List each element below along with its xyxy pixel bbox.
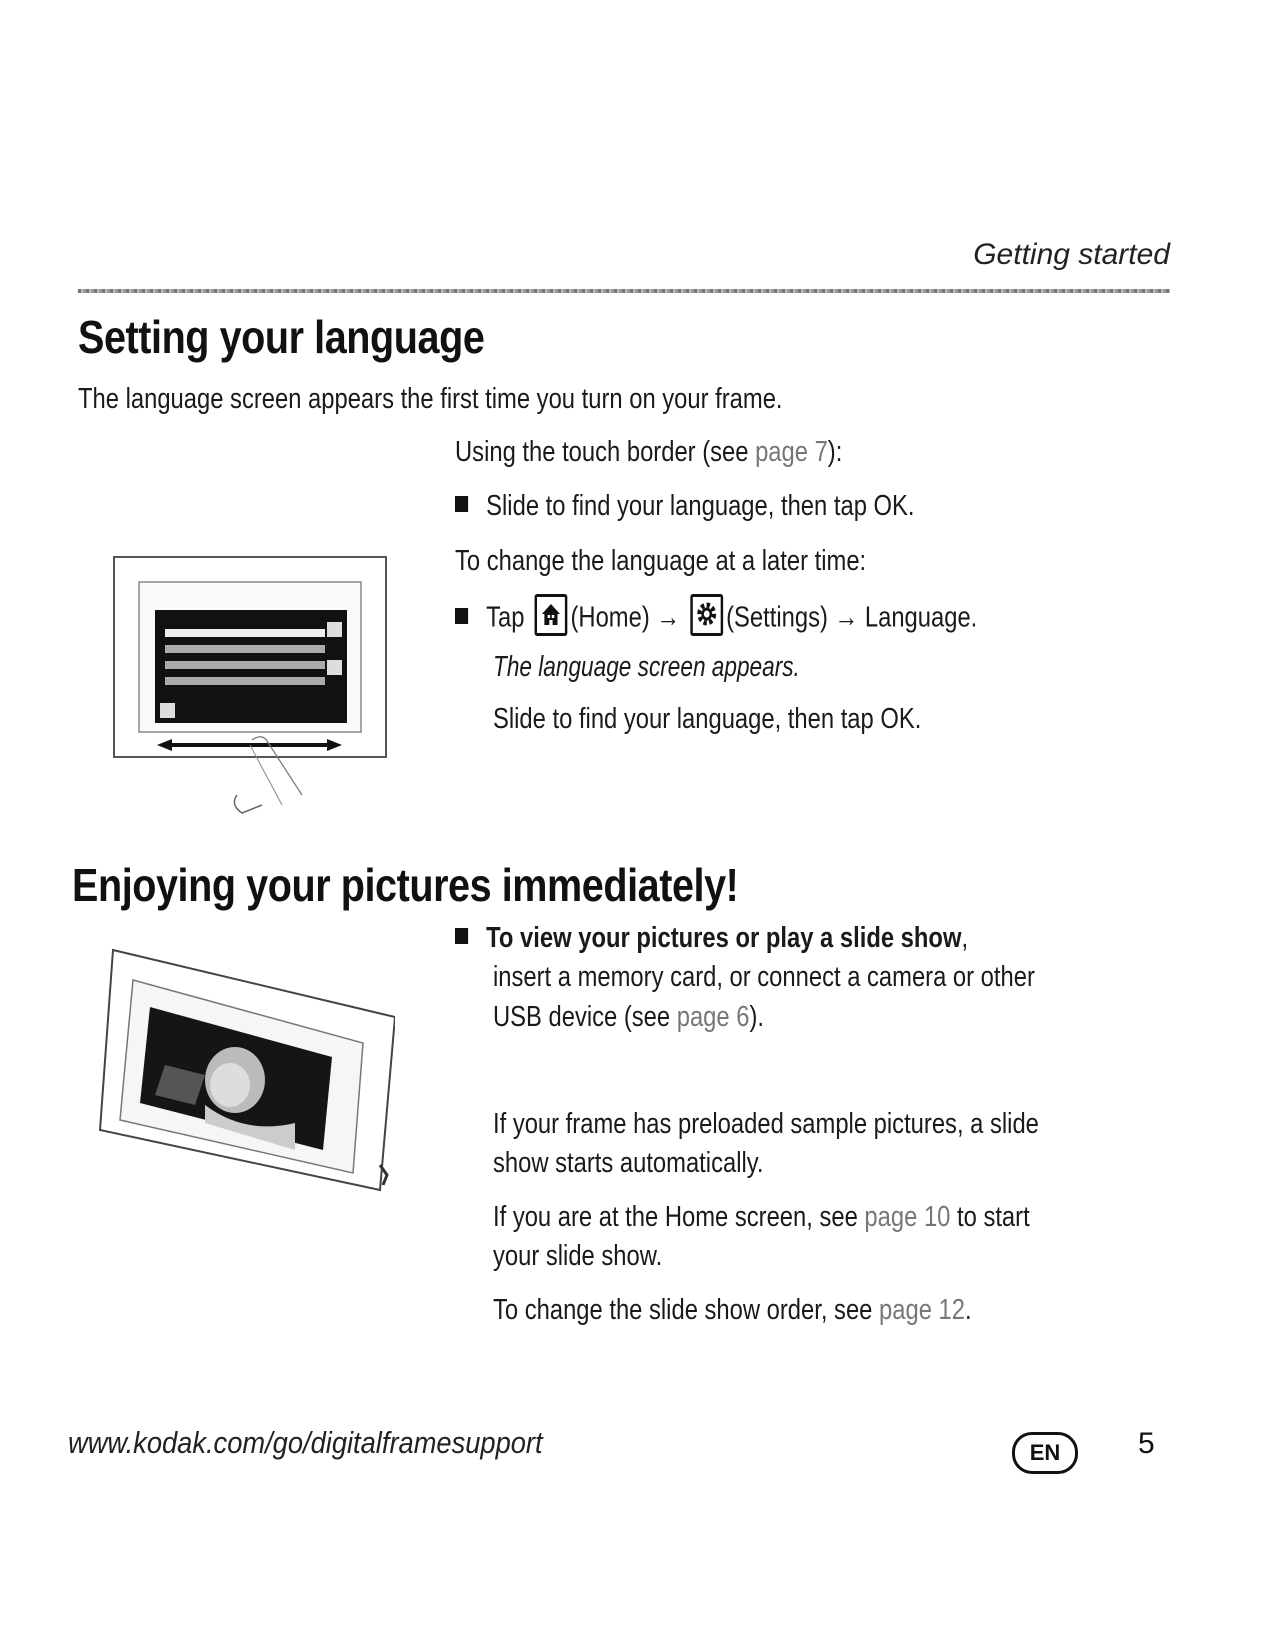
section-title-enjoying: Enjoying your pictures immediately! [72, 859, 739, 911]
bullet-line-2: insert a memory card, or connect a camera or other [493, 961, 1035, 993]
support-url-link[interactable]: www.kodak.com/go/digitalframesupport [68, 1425, 543, 1460]
result-text: The language screen appears. [493, 651, 800, 683]
language-badge: EN [1012, 1432, 1078, 1474]
intro-text: The language screen appears the first time you turn on your frame. [78, 383, 783, 415]
bullet-slide-find [455, 490, 914, 523]
bullet-icon [455, 928, 468, 944]
section-title-language: Setting your language [78, 311, 485, 363]
picture-frame-illustration [95, 945, 395, 1205]
para-home-line2: your slide show. [493, 1240, 663, 1272]
later-text: To change the language at a later time: [455, 545, 867, 577]
language-screen-illustration [112, 555, 387, 760]
bullet-icon [455, 496, 468, 512]
followup-text: Slide to find your language, then tap OK. [493, 703, 922, 735]
bullet-bold-text: To view your pictures or play a slide show [486, 922, 962, 954]
arrow-icon: → [834, 601, 859, 634]
page-number: 5 [1138, 1427, 1155, 1460]
tap-text: Tap [486, 601, 525, 634]
page-12-link[interactable]: page 12 [879, 1294, 965, 1326]
touch-border-suffix: ): [827, 436, 843, 468]
para2-prefix: If you are at the Home screen, see [493, 1201, 865, 1233]
gear-icon [690, 594, 723, 636]
para3-prefix: To change the slide show order, see [493, 1294, 880, 1326]
para-order [493, 1294, 972, 1327]
para-preloaded-line1: If your frame has preloaded sample pictures, a slide [493, 1108, 1039, 1140]
line3-suffix: ). [749, 1001, 764, 1033]
page-10-link[interactable]: page 10 [864, 1201, 951, 1233]
running-header: Getting started [973, 238, 1170, 271]
settings-label: (Settings) [726, 601, 828, 634]
para3-suffix: . [964, 1294, 972, 1326]
para-preloaded-line2: show starts automatically. [493, 1147, 764, 1179]
home-icon [534, 594, 567, 636]
bullet-comma: , [961, 922, 969, 954]
home-label: (Home) [570, 601, 650, 634]
bullet-icon [455, 608, 468, 624]
arrow-icon: → [656, 601, 681, 634]
touch-border-text [455, 436, 842, 469]
touch-border-prefix: Using the touch border (see [455, 436, 756, 468]
bullet-line-3 [493, 1001, 764, 1034]
page-6-link[interactable]: page 6 [676, 1001, 750, 1033]
bullet-text: Slide to find your language, then tap OK. [486, 490, 915, 522]
para-home-line1 [493, 1201, 1030, 1234]
header-rule [78, 289, 1170, 293]
bullet-view-pictures [455, 922, 968, 955]
bullet-tap-home [455, 598, 977, 640]
line3-prefix: USB device (see [493, 1001, 677, 1033]
language-text: Language. [864, 601, 978, 634]
page-7-link[interactable]: page 7 [755, 436, 828, 468]
para2-suffix: to start [950, 1201, 1030, 1233]
